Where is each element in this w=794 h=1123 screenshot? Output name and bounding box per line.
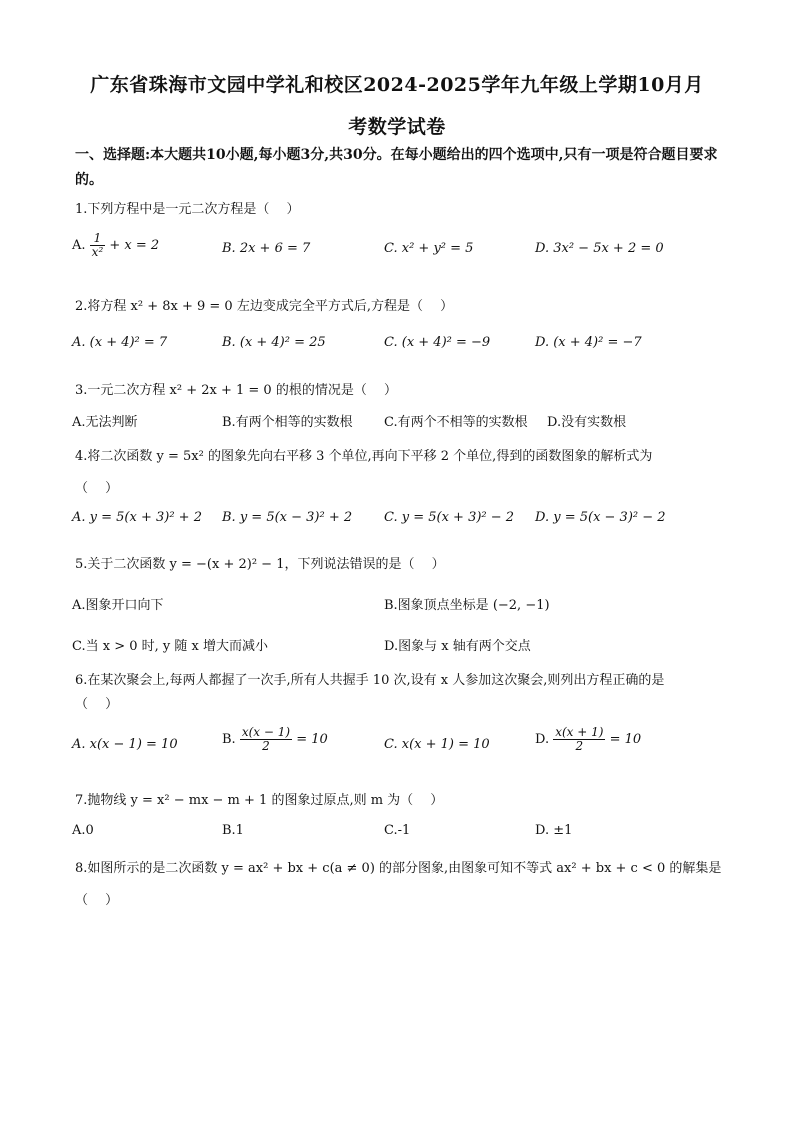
option-label: B.	[222, 732, 236, 748]
question-1-option-c: C. x² + y² = 5	[384, 241, 474, 256]
question-6-stem: 6.在某次聚会上,每两人都握了一次手,所有人共握手 10 次,设有 x 人参加这次聚会,则列出方程正确的是	[75, 673, 665, 688]
question-7-stem: 7.抛物线 y = x² − mx − m + 1 的图象过原点,则 m 为（ ）	[75, 793, 444, 808]
question-1-option-b: B. 2x + 6 = 7	[222, 241, 311, 256]
fraction-numerator: x(x − 1)	[241, 725, 291, 739]
option-label: A.	[72, 238, 86, 254]
option-label: D.	[535, 732, 550, 748]
question-4-paren: （ ）	[75, 481, 119, 496]
question-4-option-d: D. y = 5(x − 3)² − 2	[535, 510, 666, 525]
question-1-option-a	[72, 232, 159, 259]
question-6-option-d	[535, 726, 641, 753]
question-3-option-d: D.没有实数根	[547, 415, 627, 430]
fraction-denominator: 2	[575, 739, 584, 754]
question-6-paren: （ ）	[75, 697, 119, 712]
question-4-option-c: C. y = 5(x + 3)² − 2	[384, 510, 515, 525]
question-4-stem: 4.将二次函数 y = 5x² 的图象先向右平移 3 个单位,再向下平移 2 个单位,得到的函数图象的解析式为	[75, 449, 653, 464]
question-6-option-b	[222, 726, 328, 753]
question-7-option-b: B.1	[222, 823, 244, 838]
question-3-option-a: A.无法判断	[72, 415, 138, 430]
question-2-option-b: B. (x + 4)² = 25	[222, 335, 326, 350]
fraction-numerator: 1	[90, 232, 106, 246]
fraction-denominator: 2	[262, 739, 270, 754]
question-7-option-a: A.0	[72, 823, 94, 838]
fraction-denominator: x²	[91, 245, 104, 260]
fraction	[240, 726, 292, 753]
question-3-option-c: C.有两个不相等的实数根	[384, 415, 528, 430]
option-rest: = 10	[609, 732, 642, 748]
question-6-option-c: C. x(x + 1) = 10	[384, 737, 490, 752]
question-7-option-d: D. ±1	[535, 823, 573, 838]
fraction	[90, 232, 106, 259]
question-8-stem: 8.如图所示的是二次函数 y = ax² + bx + c(a ≠ 0) 的部分图象,由图象可知不等式 ax² + bx + c < 0 的解集是	[75, 861, 722, 876]
question-1-option-d: D. 3x² − 5x + 2 = 0	[535, 241, 664, 256]
question-6-option-a: A. x(x − 1) = 10	[72, 737, 178, 752]
question-2-option-c: C. (x + 4)² = −9	[384, 335, 491, 350]
question-3-stem: 3.一元二次方程 x² + 2x + 1 = 0 的根的情况是（ ）	[75, 383, 397, 398]
question-7-option-c: C.-1	[384, 823, 411, 838]
exam-title-line2: 考数学试卷	[348, 116, 446, 138]
question-3-option-b: B.有两个相等的实数根	[222, 415, 353, 430]
question-5-option-b: B.图象顶点坐标是 (−2, −1)	[384, 598, 550, 613]
fraction	[553, 726, 605, 753]
question-2-option-a: A. (x + 4)² = 7	[72, 335, 168, 350]
question-2-stem: 2.将方程 x² + 8x + 9 = 0 左边变成完全平方式后,方程是（ ）	[75, 299, 454, 314]
question-5-option-d: D.图象与 x 轴有两个交点	[384, 639, 531, 654]
question-1-stem: 1.下列方程中是一元二次方程是（ ）	[75, 202, 300, 217]
fraction-numerator: x(x + 1)	[555, 725, 604, 739]
option-rest: = 10	[296, 732, 328, 748]
question-5-option-c: C.当 x > 0 时, y 随 x 增大而减小	[72, 639, 268, 654]
question-5-option-a: A.图象开口向下	[72, 598, 164, 613]
option-rest: + x = 2	[109, 238, 160, 254]
question-5-stem: 5.关于二次函数 y = −(x + 2)² − 1，下列说法错误的是（ ）	[75, 557, 445, 572]
exam-title-line1: 广东省珠海市文园中学礼和校区2024-2025学年九年级上学期10月月	[90, 74, 704, 96]
section-heading: 一、选择题:本大题共10小题,每小题3分,共30分。在每小题给出的四个选项中,只有一项是符合题目要求的。	[75, 147, 718, 188]
question-8-paren: （ ）	[75, 893, 119, 908]
question-4-option-a: A. y = 5(x + 3)² + 2	[72, 510, 202, 525]
question-4-option-b: B. y = 5(x − 3)² + 2	[222, 510, 353, 525]
question-2-option-d: D. (x + 4)² = −7	[535, 335, 642, 350]
